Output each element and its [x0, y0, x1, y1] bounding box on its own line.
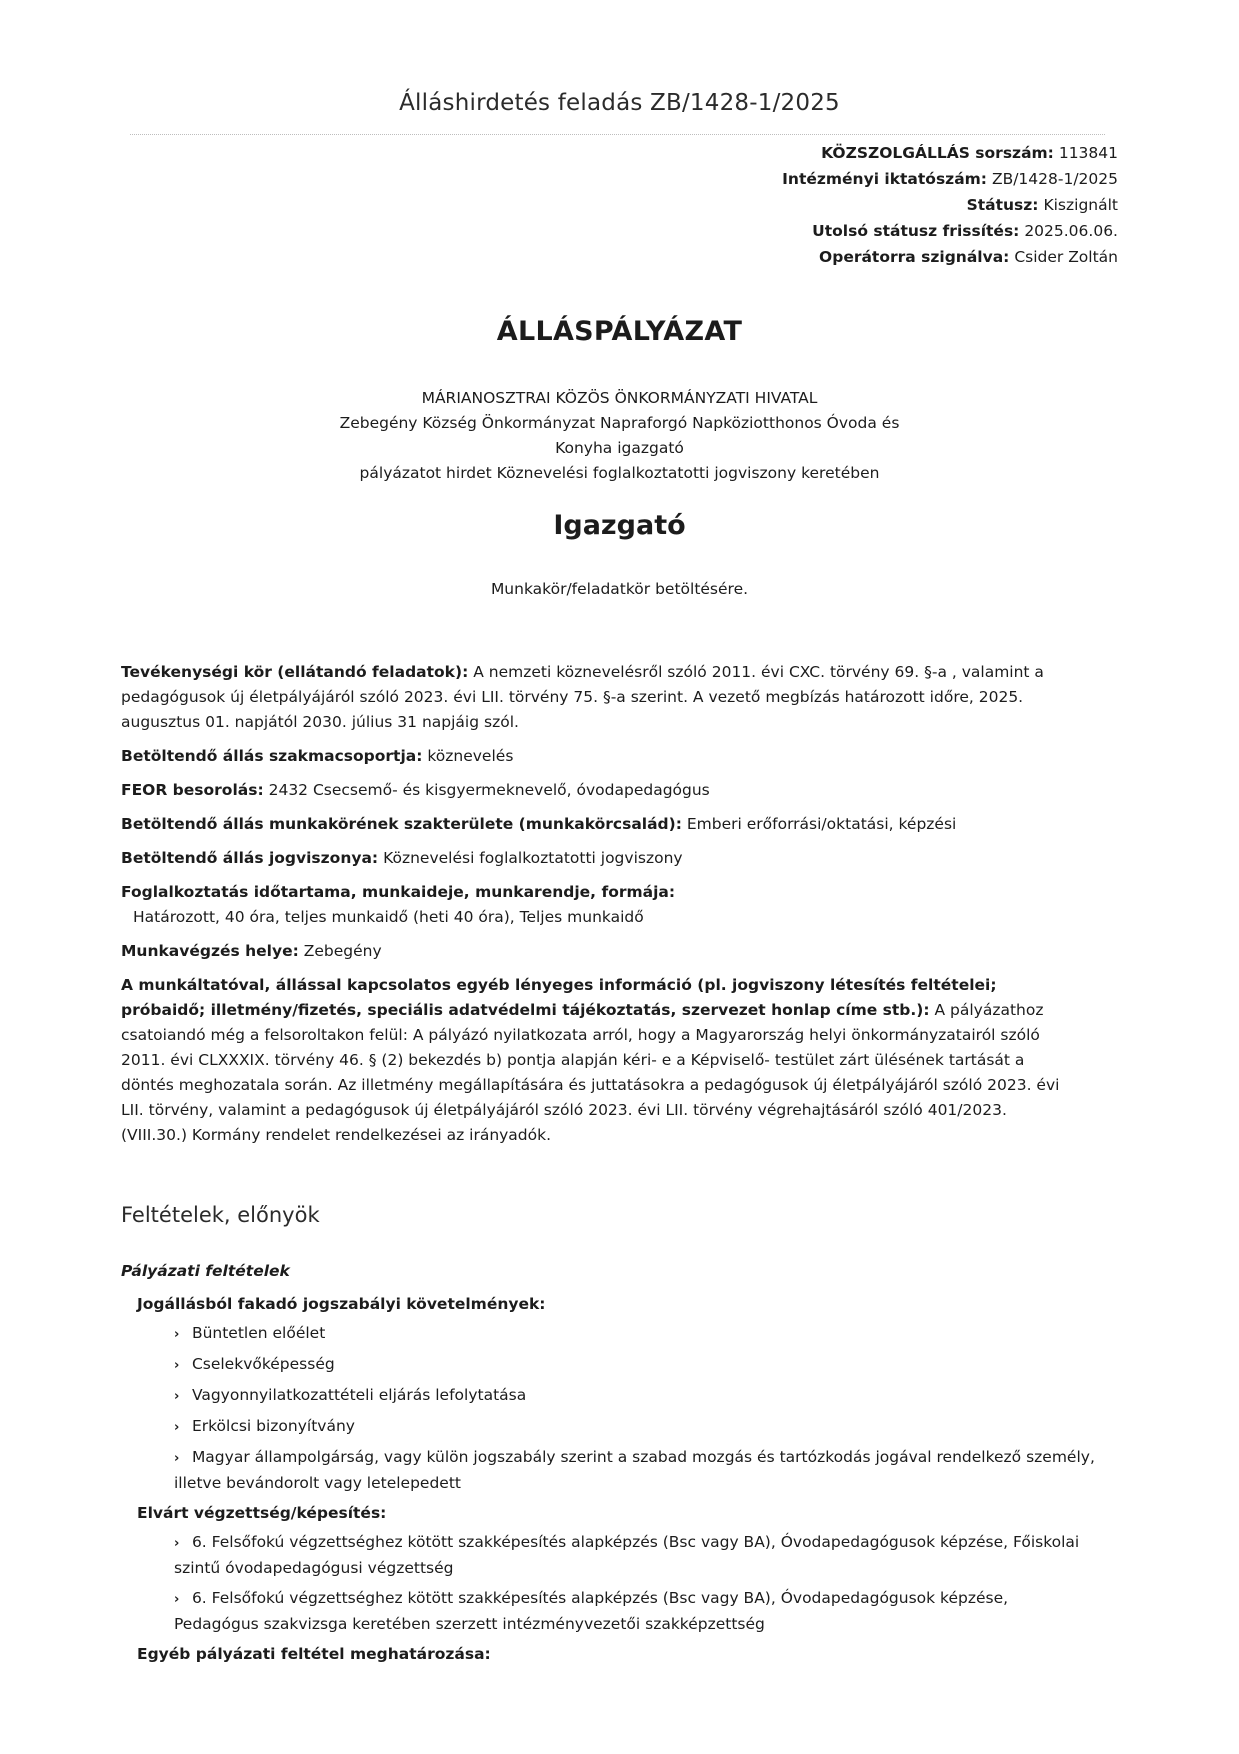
list-item [137, 1586, 1097, 1637]
list-item [174, 1414, 1097, 1440]
meta-value: 113841 [1058, 144, 1118, 162]
list-item-text: 6. Felsőfokú végzettséghez kötött szakképesítés alapképzés (Bsc vagy BA), Óvodapedagógusok képzése, Főiskolai szintű óvodapedagógusi végzettség [174, 1533, 1080, 1577]
list-vegzettseg [137, 1530, 1097, 1637]
field-jogviszony [121, 846, 1071, 871]
details-body [121, 660, 1071, 1157]
employer-block [0, 386, 1239, 486]
list-item-text: Magyar állampolgárság, vagy külön jogszabály szerint a szabad mozgás és tartózkodás jogával rendelkező személy, illetve bevándorolt vagy letelepedett [174, 1448, 1095, 1492]
meta-value: Csider Zoltán [1014, 248, 1118, 266]
list-jogallas [137, 1321, 1097, 1496]
main-heading: ÁLLÁSPÁLYÁZAT [496, 316, 743, 347]
meta-label: Operátorra szignálva: [819, 248, 1010, 266]
field-hely [121, 939, 1071, 964]
group-label-vegzettseg: Elvárt végzettség/képesítés: [137, 1504, 387, 1522]
meta-row-operator [782, 244, 1118, 270]
group-label-egyeb-feltetel: Egyéb pályázati feltétel meghatározása: [137, 1645, 491, 1663]
munkakor-line: Munkakör/feladatkör betöltésére. [490, 580, 749, 598]
field-label: Munkavégzés helye: [121, 942, 299, 960]
employer-line: Zebegény Község Önkormányzat Napraforgó Napköziotthonos Óvoda és [339, 414, 900, 432]
chevron-right-icon: › [174, 1327, 180, 1342]
field-label: Betöltendő állás jogviszonya: [121, 849, 379, 867]
field-value: Köznevelési foglalkoztatotti jogviszony [383, 849, 683, 867]
meta-value: 2025.06.06. [1024, 222, 1118, 240]
list-item-text: 6. Felsőfokú végzettséghez kötött szakképesítés alapképzés (Bsc vagy BA), Óvodapedagógusok képzése, Pedagógus szakvizsga keretében szerzett intézményvezetői szakképzettség [174, 1589, 1009, 1633]
metadata-block [782, 140, 1118, 270]
field-value: Emberi erőforrási/oktatási, képzési [686, 815, 957, 833]
list-item [174, 1352, 1097, 1378]
list-item [174, 1321, 1097, 1347]
meta-row-sorszam [782, 140, 1118, 166]
meta-label: Utolsó státusz frissítés: [812, 222, 1020, 240]
meta-value: Kiszignált [1043, 196, 1118, 214]
chevron-right-icon: › [174, 1420, 180, 1435]
field-value: A pályázathoz csatoiandó még a felsoroltakon felül: A pályázó nyilatkozata arról, hogy a Magyarország helyi önkormányzatairól szóló 2011. évi CLXXXIX. törvény 46. § (2) bekezdés b) pontja alapján kéri- e a Képviselő- testület zárt ülésének tartását a döntés meghozatala során. Az illetmény megállapítására és juttatásokra a pedagógusok új életpályájáról szóló 2023. évi LII. törvény, valamint a pedagógusok új életpályájáról szóló 2023. évi LII. törvény végrehajtásáról szóló 401/2023. (VIII.30.) Kormány rendelet rendelkezései az irányadók. [121, 1001, 1060, 1144]
meta-label: Státusz: [966, 196, 1039, 214]
section-title: Feltételek, előnyök [121, 1203, 320, 1227]
list-item-text: Büntetlen előélet [191, 1324, 326, 1342]
field-value: Határozott, 40 óra, teljes munkaidő (heti 40 óra), Teljes munkaidő [133, 908, 644, 926]
list-item-text: Cselekvőképesség [191, 1355, 335, 1373]
field-tevekenysegi [121, 660, 1071, 735]
list-item [174, 1383, 1097, 1409]
list-item-text: Erkölcsi bizonyítvány [191, 1417, 355, 1435]
field-label: FEOR besorolás: [121, 781, 264, 799]
chevron-right-icon: › [174, 1536, 180, 1551]
employer-line: Konyha igazgató [555, 439, 684, 457]
field-label: Betöltendő állás szakmacsoportja: [121, 747, 423, 765]
field-label: Foglalkoztatás időtartama, munkaideje, munkarendje, formája: [121, 883, 676, 901]
field-szakterulet [121, 812, 1071, 837]
meta-row-frissites [782, 218, 1118, 244]
field-egyeb [121, 973, 1071, 1148]
meta-label: Intézményi iktatószám: [782, 170, 988, 188]
position-title: Igazgató [553, 510, 686, 541]
document-title: Álláshirdetés feladás ZB/1428-1/2025 [399, 90, 840, 116]
meta-value: ZB/1428-1/2025 [991, 170, 1118, 188]
chevron-right-icon: › [174, 1389, 180, 1404]
group-label-jogallas: Jogállásból fakadó jogszabályi követelmények: [137, 1295, 546, 1313]
field-value: köznevelés [427, 747, 514, 765]
subsection-title: Pályázati feltételek [121, 1262, 290, 1280]
field-idotartam [121, 880, 1071, 930]
employer-line: pályázatot hirdet Köznevelési foglalkoztatotti jogviszony keretében [359, 464, 880, 482]
requirements-block [137, 1292, 1097, 1671]
field-szakmacsoport [121, 744, 1071, 769]
field-value: 2432 Csecsemő- és kisgyermeknevelő, óvodapedagógus [268, 781, 710, 799]
chevron-right-icon: › [174, 1451, 180, 1466]
field-feor [121, 778, 1071, 803]
meta-label: KÖZSZOLGÁLLÁS sorszám: [821, 144, 1054, 162]
title-divider [130, 134, 1105, 135]
employer-line: MÁRIANOSZTRAI KÖZÖS ÖNKORMÁNYZATI HIVATAL [421, 389, 818, 407]
meta-row-statusz [782, 192, 1118, 218]
list-item [137, 1530, 1097, 1581]
list-item [137, 1445, 1097, 1496]
field-label: Tevékenységi kör (ellátandó feladatok): [121, 663, 469, 681]
field-value: Zebegény [303, 942, 382, 960]
list-item-text: Vagyonnyilatkozattételi eljárás lefolytatása [191, 1386, 527, 1404]
chevron-right-icon: › [174, 1358, 180, 1373]
chevron-right-icon: › [174, 1592, 180, 1607]
field-label: Betöltendő állás munkakörének szakterülete (munkakörcsalád): [121, 815, 682, 833]
field-value: A nemzeti köznevelésről szóló 2011. évi CXC. törvény 69. §-a , valamint a pedagógusok új életpályájáról szóló 2023. évi LII. törvény 75. §-a szerint. A vezető megbízás határozott időre, 2025. augusztus 01. napjától 2030. július 31 napjáig szól. [121, 663, 1044, 731]
meta-row-iktatoszam [782, 166, 1118, 192]
field-label: A munkáltatóval, állással kapcsolatos egyéb lényeges információ (pl. jogviszony létesítés feltételei; próbaidő; illetmény/fizetés, speciális adatvédelmi tájékoztatás, szervezet honlap címe stb.): [121, 976, 997, 1019]
